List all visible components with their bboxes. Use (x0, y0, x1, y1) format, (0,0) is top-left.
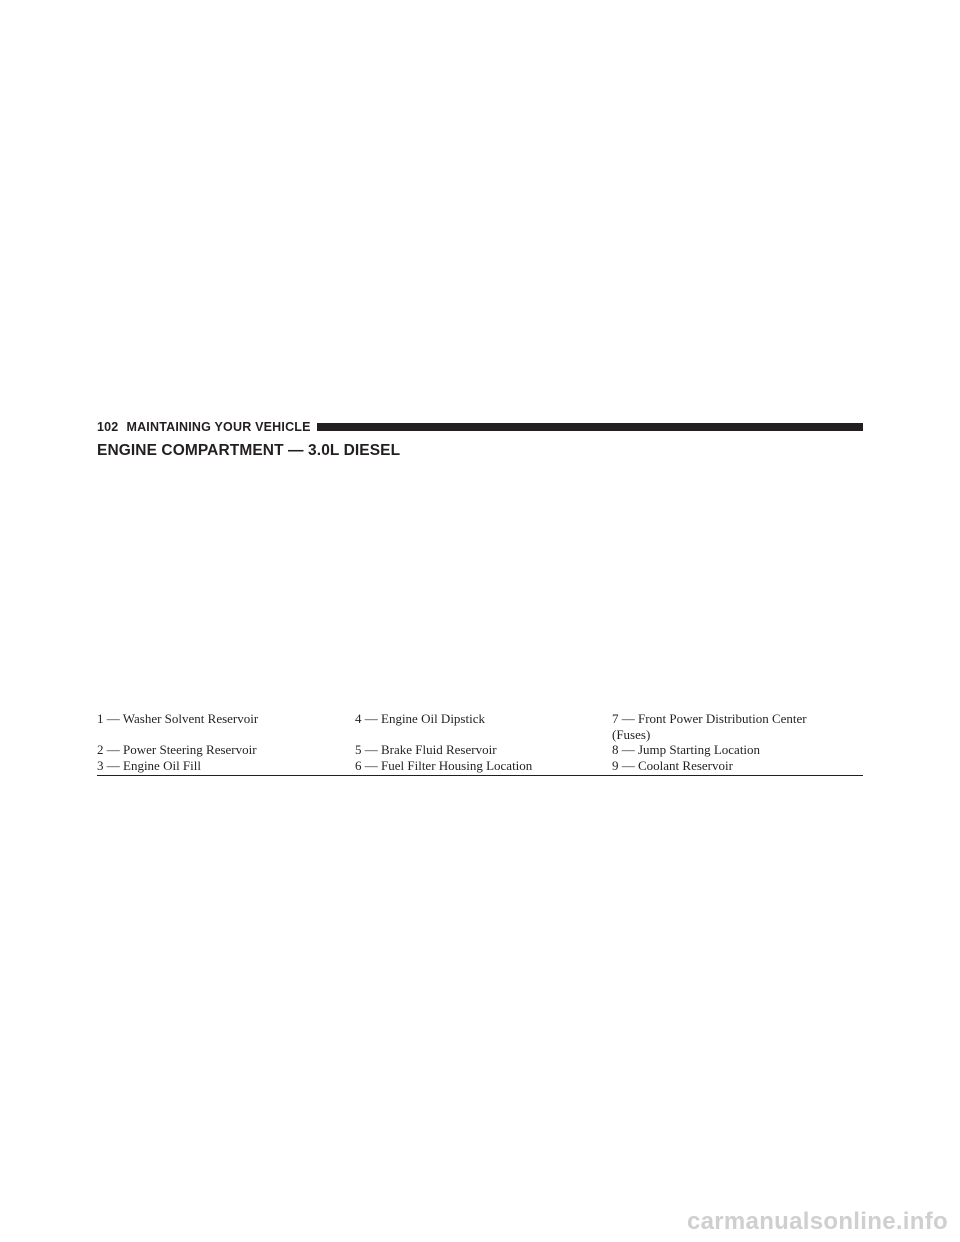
section-title: ENGINE COMPARTMENT — 3.0L DIESEL (97, 442, 401, 459)
legend-item: 8 — Jump Starting Location (612, 742, 761, 757)
legend-item: 6 — Fuel Filter Housing Location (355, 757, 533, 773)
running-section-title: MAINTAINING YOUR VEHICLE (126, 420, 311, 434)
figure-legend (97, 711, 863, 773)
legend-item: 2 — Power Steering Reservoir (97, 742, 257, 757)
header-rule (317, 423, 863, 431)
legend-item: 5 — Brake Fluid Reservoir (355, 742, 497, 757)
legend-row (97, 758, 863, 774)
legend-item: 7 — Front Power Distribution Center (612, 711, 807, 726)
legend-row (97, 711, 863, 727)
legend-item (355, 727, 612, 743)
legend-item: 3 — Engine Oil Fill (97, 757, 201, 773)
watermark: carmanualsonline.info (686, 1208, 948, 1235)
page-number: 102 (97, 420, 119, 434)
legend-item: 9 — Coolant Reservoir (612, 757, 733, 773)
legend-item (97, 727, 355, 743)
legend-item: 4 — Engine Oil Dipstick (355, 711, 485, 726)
legend-item: (Fuses) (612, 726, 651, 742)
legend-rule (97, 775, 863, 776)
legend-row (97, 742, 863, 758)
page-header (97, 419, 863, 435)
legend-row (97, 727, 863, 743)
legend-item: 1 — Washer Solvent Reservoir (97, 711, 259, 726)
